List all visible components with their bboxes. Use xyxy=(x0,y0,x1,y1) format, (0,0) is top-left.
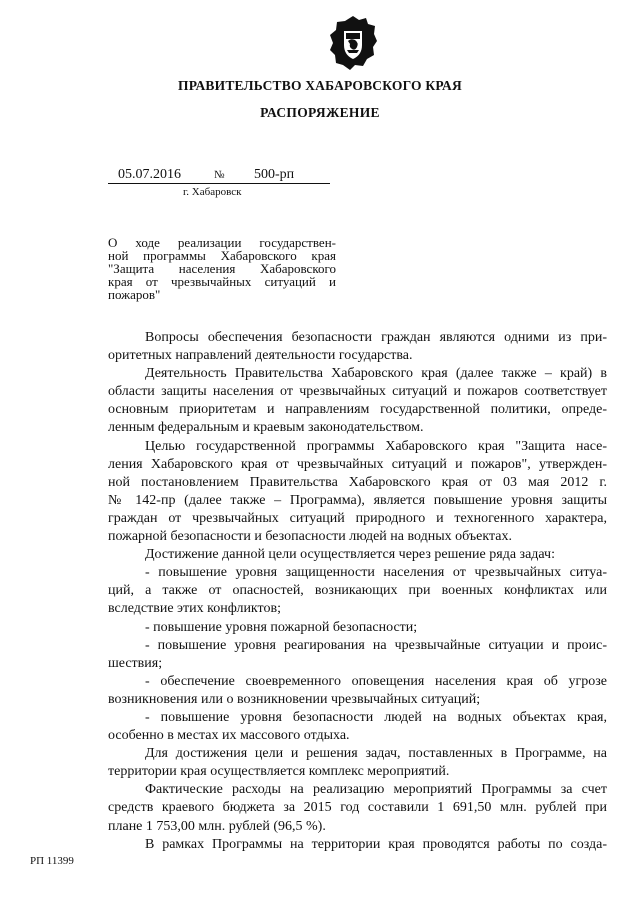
document-subject xyxy=(108,236,336,301)
coat-of-arms-icon xyxy=(328,14,378,72)
body-line: - повышение уровня защищенности населения от чрезвычайных ситуа- xyxy=(145,565,607,581)
body-line: № 142-пр (далее также – Программа), является повышение уровня защиты xyxy=(108,492,607,508)
body-line: - повышение уровня реагирования на чрезвычайные ситуации и проис- xyxy=(145,637,607,653)
body-line: - повышение уровня пожарной безопасности; xyxy=(145,619,418,635)
body-line: ленным федеральным и краевым законодательством. xyxy=(108,420,424,436)
body-line: оритетных направлений деятельности государства. xyxy=(108,348,413,364)
body-line: Целью государственной программы Хабаровского края "Защита насе- xyxy=(145,438,607,454)
body-line: Вопросы обеспечения безопасности граждан являются одними из при- xyxy=(145,330,607,345)
body-line: средств краевого бюджета за 2015 год составили 1 691,50 млн. рублей при xyxy=(108,800,607,816)
body-line: ной постановлением Правительства Хабаровского края от 03 мая 2012 г. xyxy=(108,474,607,490)
city: г. Хабаровск xyxy=(183,186,242,198)
body-line: плане 1 753,00 млн. рублей (96,5 %). xyxy=(108,818,326,834)
body-line: граждан от чрезвычайных ситуаций природного и техногенного характера, xyxy=(108,510,607,526)
body-line: основным приоритетам и направлениям государственной политики, опреде- xyxy=(108,402,607,418)
body-line: возникновения или о возникновении чрезвычайных ситуаций; xyxy=(108,691,481,707)
body-line: ления Хабаровского края от чрезвычайных ситуаций и пожаров", утвержден- xyxy=(108,456,607,472)
date-underline xyxy=(108,183,330,184)
body-line: Деятельность Правительства Хабаровского края (далее также – край) в xyxy=(145,366,607,382)
document-number: 500-рп xyxy=(254,167,295,182)
body-line: В рамках Программы на территории края проводятся работы по созда- xyxy=(145,836,607,852)
subject-line: "Защита населения Хабаровского xyxy=(108,261,336,276)
body-line: Достижение данной цели осуществляется через решение ряда задач: xyxy=(145,547,555,563)
body-line: особенно в местах их массового отдыха. xyxy=(108,728,350,744)
body-line: вследствие этих конфликтов; xyxy=(108,601,281,617)
date-number-line xyxy=(108,167,330,184)
document-date: 05.07.2016 xyxy=(118,167,181,182)
document-type: РАСПОРЯЖЕНИЕ xyxy=(260,105,380,120)
subject-line: ной программы Хабаровского края xyxy=(108,248,336,263)
body-line: территории края осуществляется комплекс мероприятий. xyxy=(108,764,450,780)
body-line: шествия; xyxy=(108,655,163,671)
body-line: - повышение уровня безопасности людей на водных объектах края, xyxy=(145,709,607,725)
footer-code: РП 11399 xyxy=(30,855,74,867)
body-line: области защиты населения от чрезвычайных ситуаций и пожаров соответствует xyxy=(108,384,607,400)
subject-line: края от чрезвычайных ситуаций и xyxy=(108,274,336,289)
body-line: Фактические расходы на реализацию мероприятий Программы за счет xyxy=(145,782,607,798)
subject-line: пожаров" xyxy=(108,287,161,302)
body-line: пожарной безопасности и безопасности людей на водных объектах. xyxy=(108,529,512,545)
subject-line: О ходе реализации государствен- xyxy=(108,235,336,250)
number-sign: № xyxy=(214,169,225,181)
body-line: ций, а также от опасностей, возникающих при военных конфликтах или xyxy=(108,583,607,599)
body-line: Для достижения цели и решения задач, поставленных в Программе, на xyxy=(145,746,607,762)
document-body xyxy=(108,329,607,854)
government-title: ПРАВИТЕЛЬСТВО ХАБАРОВСКОГО КРАЯ xyxy=(178,78,462,93)
body-line: - обеспечение своевременного оповещения населения края об угрозе xyxy=(145,673,607,689)
